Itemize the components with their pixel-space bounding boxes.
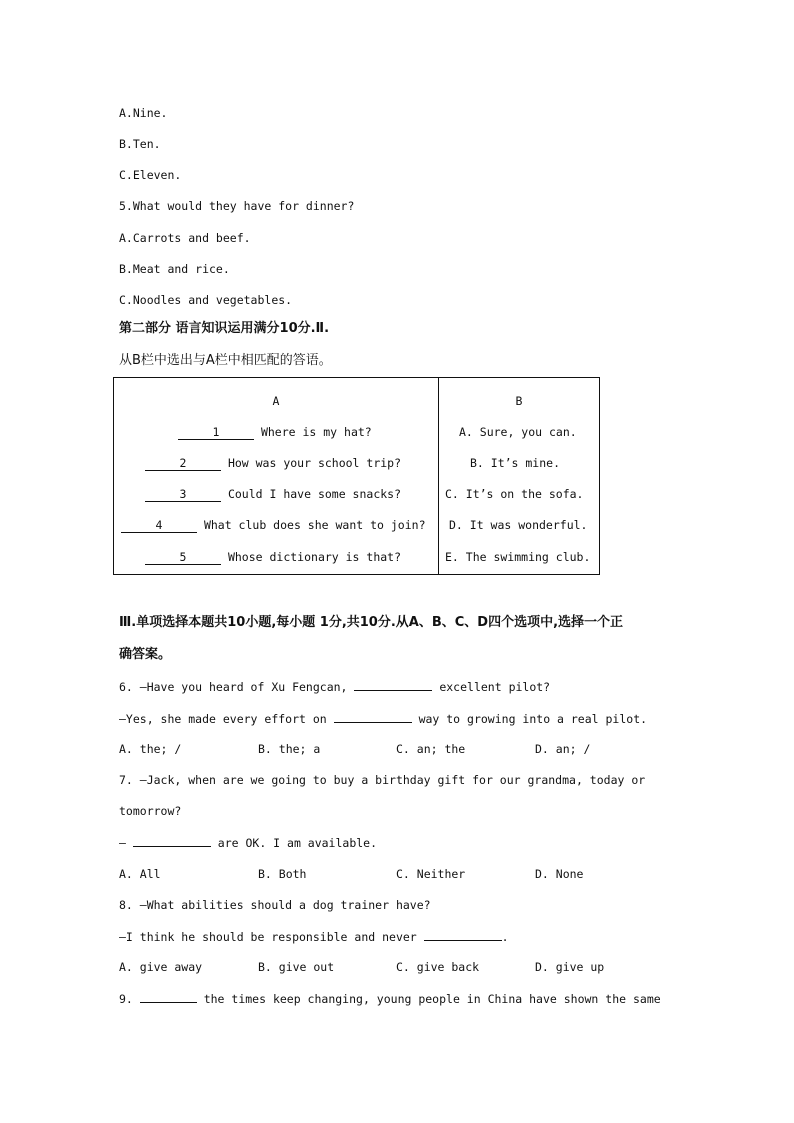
q7-line3-text-end: are OK. I am available. bbox=[210, 836, 378, 850]
q8-blank[interactable] bbox=[424, 928, 502, 941]
q9-blank[interactable] bbox=[140, 990, 197, 1003]
part3-title-line2: 确答案。 bbox=[119, 647, 172, 662]
match-question-5: Whose dictionary is that? bbox=[227, 550, 402, 564]
match-question-1: Where is my hat? bbox=[260, 425, 372, 439]
match-answer-e: E. The swimming club. bbox=[445, 550, 591, 564]
q8-line1: 8. —What abilities should a dog trainer have? bbox=[119, 898, 431, 912]
match-question-2: How was your school trip? bbox=[227, 456, 402, 470]
q6-line2-text: —Yes, she made every effort on bbox=[119, 712, 334, 726]
q6-option-c: C. an; the bbox=[396, 742, 466, 756]
q5-option-a: A.Carrots and beef. bbox=[119, 231, 251, 245]
q8-line2-text: —I think he should be responsible and never bbox=[119, 930, 424, 944]
match-row-4 bbox=[121, 517, 426, 533]
match-answer-a: A. Sure, you can. bbox=[459, 425, 577, 439]
answer-blank-4[interactable]: 4 bbox=[121, 519, 197, 533]
match-question-3: Could I have some snacks? bbox=[227, 487, 402, 501]
q6-line1-text-end: excellent pilot? bbox=[432, 680, 551, 694]
matching-table bbox=[113, 377, 600, 575]
q6-option-b: B. the; a bbox=[258, 742, 321, 756]
q8-option-b: B. give out bbox=[258, 960, 335, 974]
answer-blank-5[interactable]: 5 bbox=[145, 551, 221, 565]
q7-option-c: C. Neither bbox=[396, 867, 466, 881]
q9-line1-text-end: the times keep changing, young people in China have shown the same bbox=[196, 992, 661, 1006]
answer-blank-1[interactable]: 1 bbox=[178, 426, 254, 440]
q5-option-c: C.Noodles and vegetables. bbox=[119, 293, 293, 307]
part2-instruction: 从B栏中选出与A栏中相匹配的答语。 bbox=[119, 353, 332, 368]
match-row-2 bbox=[145, 455, 401, 471]
q8-option-a: A. give away bbox=[119, 960, 203, 974]
q9-line1 bbox=[119, 990, 661, 1007]
q5-option-b: B.Meat and rice. bbox=[119, 262, 230, 276]
answer-blank-2[interactable]: 2 bbox=[145, 457, 221, 471]
q4-option-b: B.Ten. bbox=[119, 137, 161, 151]
match-row-3 bbox=[145, 486, 401, 502]
q6-option-d: D. an; / bbox=[535, 742, 591, 756]
q8-line2-text-end: . bbox=[501, 930, 509, 944]
q7-line1: 7. —Jack, when are we going to buy a birthday gift for our grandma, today or bbox=[119, 773, 646, 787]
q7-option-b: B. Both bbox=[258, 867, 307, 881]
q7-line3-text: — bbox=[119, 836, 133, 850]
q7-blank[interactable] bbox=[133, 834, 211, 847]
column-b-header: B bbox=[515, 394, 523, 408]
q8-option-c: C. give back bbox=[396, 960, 480, 974]
part2-title: 第二部分 语言知识运用满分10分.Ⅱ. bbox=[119, 321, 330, 336]
q8-line2 bbox=[119, 928, 509, 945]
part3-title-line1: Ⅲ.单项选择本题共10小题,每小题 1分,共10分.从A、B、C、D四个选项中,选择一个正 bbox=[119, 615, 624, 630]
q4-option-a: A.Nine. bbox=[119, 106, 168, 120]
q4-option-c: C.Eleven. bbox=[119, 168, 182, 182]
q6-line1 bbox=[119, 678, 550, 695]
q7-option-d: D. None bbox=[535, 867, 584, 881]
match-answer-b: B. It’s mine. bbox=[470, 456, 561, 470]
answer-blank-3[interactable]: 3 bbox=[145, 488, 221, 502]
q8-option-d: D. give up bbox=[535, 960, 605, 974]
match-row-1 bbox=[178, 424, 372, 440]
match-answer-d: D. It was wonderful. bbox=[449, 518, 588, 532]
q6-line2-text-end: way to growing into a real pilot. bbox=[411, 712, 648, 726]
q5-stem: 5.What would they have for dinner? bbox=[119, 199, 355, 213]
q7-line2: tomorrow? bbox=[119, 804, 182, 818]
match-row-5 bbox=[145, 549, 401, 565]
q6-blank-1[interactable] bbox=[354, 678, 432, 691]
q6-line1-text: 6. —Have you heard of Xu Fengcan, bbox=[119, 680, 355, 694]
match-question-4: What club does she want to join? bbox=[203, 518, 426, 532]
q6-line2 bbox=[119, 710, 647, 727]
q9-line1-text: 9. bbox=[119, 992, 140, 1006]
q6-blank-2[interactable] bbox=[334, 710, 412, 723]
column-a bbox=[114, 378, 439, 574]
q6-option-a: A. the; / bbox=[119, 742, 182, 756]
column-b bbox=[439, 378, 599, 574]
q7-option-a: A. All bbox=[119, 867, 161, 881]
column-a-header: A bbox=[272, 394, 280, 408]
q7-line3 bbox=[119, 834, 377, 851]
match-answer-c: C. It’s on the sofa. bbox=[445, 487, 584, 501]
